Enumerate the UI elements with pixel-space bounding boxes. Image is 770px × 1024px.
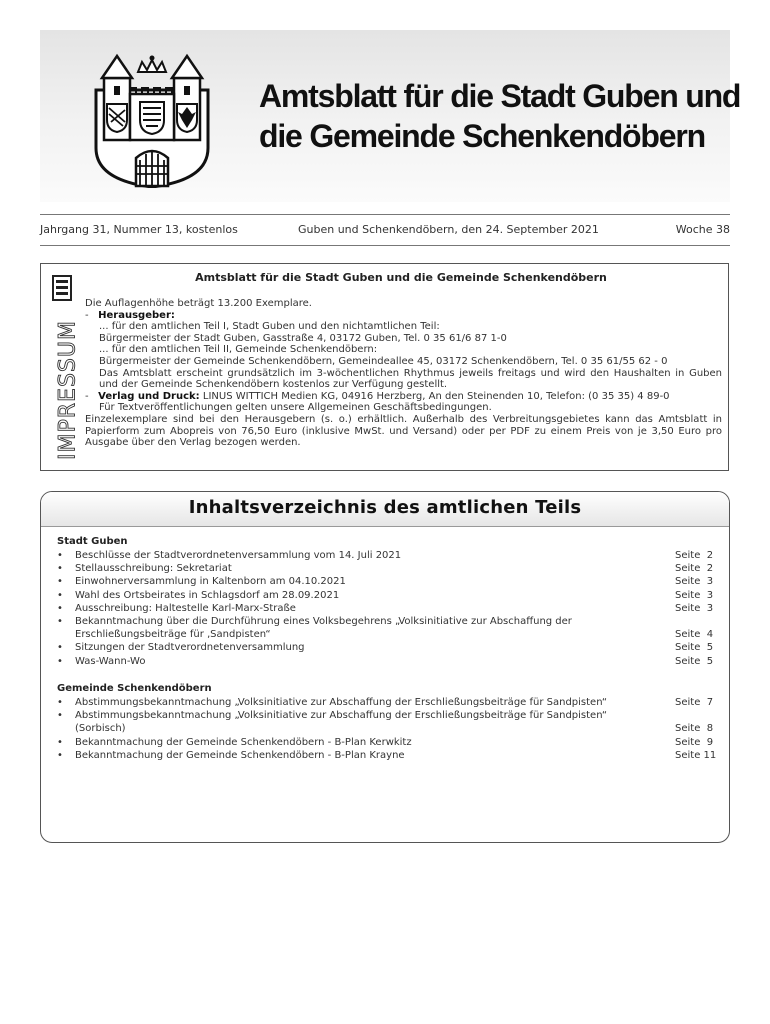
toc-header <box>41 492 729 527</box>
bullet-icon: • <box>57 563 63 575</box>
toc-entry-title: Sitzungen der Stadtverordnetenversammlung <box>75 642 305 654</box>
toc-entry-title: Bekanntmachung der Gemeinde Schenkendöbern - B-Plan Kerwkitz <box>75 736 412 748</box>
coat-of-arms-icon <box>90 48 214 188</box>
toc-entry-page: Seite 3 <box>675 576 714 588</box>
table-of-contents <box>40 491 730 843</box>
publisher-logo-icon <box>52 275 72 301</box>
bullet-icon: • <box>57 642 63 654</box>
part2-intro: ... für den amtlichen Teil II, Gemeinde Schenkendöbern: <box>99 344 378 356</box>
issue-week: Woche 38 <box>675 223 730 236</box>
bullet-icon: • <box>57 710 63 722</box>
toc-entry-page: Seite 5 <box>675 642 714 654</box>
toc-entry-page: Seite 7 <box>675 697 714 708</box>
toc-entry-page: Seite 3 <box>675 589 714 601</box>
toc-entry-page: Seite 5 <box>675 655 714 667</box>
impressum-body <box>85 298 722 449</box>
bullet-icon: • <box>57 697 63 708</box>
section-entries-schenkendoebern <box>57 696 717 762</box>
bullet-icon: • <box>57 749 63 761</box>
impressum-vertical-text: IMPRESSUM <box>55 320 81 460</box>
toc-entry-title: Stellausschreibung: Sekretariat <box>75 563 232 575</box>
issue-number: Jahrgang 31, Nummer 13, kostenlos <box>40 223 238 236</box>
toc-entry-page: Seite 2 <box>675 550 714 561</box>
title-line-2: die Gemeinde Schenkendöbern <box>259 118 705 154</box>
bullet-icon: • <box>57 550 63 561</box>
divider <box>40 214 730 215</box>
single-copies-text: Einzelexemplare sind bei den Herausgebern (s. o.) erhältlich. Außerhalb des Verbreitungsgebietes kann das Amtsblatt in Papierform zum Abopreis von 76,50 Euro (inklusive MwSt. und Versand) oder per PDF zu einem Preis von je 3,50 Euro pro Ausgabe über den Verlag bezogen werden. <box>85 413 722 449</box>
toc-entry <box>57 602 717 615</box>
toc-entry <box>57 549 717 562</box>
toc-entry-page: Seite 9 <box>675 736 714 748</box>
toc-entry <box>57 655 717 668</box>
part1-detail: Bürgermeister der Stadt Guben, Gasstraße 4, 03172 Guben, Tel. 0 35 61/6 87 1-0 <box>99 332 507 344</box>
impressum-box <box>40 263 729 471</box>
toc-entry <box>57 749 717 762</box>
toc-entry <box>57 709 717 735</box>
toc-entry-page: Seite 2 <box>675 563 714 575</box>
issue-dateline <box>40 221 730 239</box>
print-detail: LINUS WITTICH Medien KG, 04916 Herzberg, An den Steinenden 10, Telefon: (0 35 35) 4 89-0 <box>202 390 670 402</box>
toc-entry <box>57 575 717 588</box>
toc-entry-page: Seite 3 <box>675 602 714 614</box>
page-title <box>259 76 741 156</box>
toc-entry <box>57 589 717 602</box>
print-line: - Verlag und Druck: LINUS WITTICH Medien KG, 04916 Herzberg, An den Steinenden 10, Telefon: (0 35 35) 4 89-0 <box>85 390 670 402</box>
section-title-stadt-guben: Stadt Guben <box>57 536 128 547</box>
part1-intro: ... für den amtlichen Teil I, Stadt Guben und den nichtamtlichen Teil: <box>99 321 440 333</box>
toc-entry <box>57 696 717 709</box>
issue-date: Guben und Schenkendöbern, den 24. September 2021 <box>298 223 599 236</box>
toc-entry <box>57 615 717 641</box>
section-entries-stadt-guben <box>57 549 717 668</box>
circulation-text: Die Auflagenhöhe beträgt 13.200 Exemplare. <box>85 298 312 309</box>
section-title-schenkendoebern: Gemeinde Schenkendöbern <box>57 683 212 694</box>
title-line-1: Amtsblatt für die Stadt Guben und <box>259 78 741 114</box>
toc-entry-title: Bekanntmachung über die Durchführung eines Volksbegehrens „Volksinitiative zur Abschaffung der Erschließungsbeiträge für ‚Sandpisten“ <box>75 616 572 641</box>
impressum-vertical-label <box>54 314 82 466</box>
toc-entry <box>57 562 717 575</box>
bullet-icon: • <box>57 576 63 588</box>
toc-entry-page: Seite 11 <box>675 749 717 761</box>
toc-entry-page: Seite 4 <box>675 629 714 641</box>
publisher-label: Herausgeber: <box>98 309 175 321</box>
divider <box>40 245 730 246</box>
print-label: Verlag und Druck: <box>98 390 200 402</box>
toc-entry-title: Beschlüsse der Stadtverordnetenversammlung vom 14. Juli 2021 <box>75 550 402 561</box>
publisher-line: - Herausgeber: <box>85 309 175 321</box>
bullet-icon: • <box>57 655 63 667</box>
toc-entry <box>57 641 717 654</box>
bullet-icon: • <box>57 589 63 601</box>
bullet-icon: • <box>57 736 63 748</box>
bullet-icon: • <box>57 602 63 614</box>
terms-text: Für Textveröffentlichungen gelten unsere Allgemeinen Geschäftsbedingungen. <box>99 402 492 414</box>
part2-detail: Bürgermeister der Gemeinde Schenkendöbern, Gemeindeallee 45, 03172 Schenkendöbern, Tel. 0 35 61/55 62 - 0 <box>99 355 668 367</box>
toc-entry-title: Was-Wann-Wo <box>75 655 146 667</box>
impressum-heading: Amtsblatt für die Stadt Guben und die Gemeinde Schenkendöbern <box>195 271 607 284</box>
rhythm-text: Das Amtsblatt erscheint grundsätzlich im 3-wöchentlichen Rhythmus jeweils freitags und wird den Haushalten in Guben und der Gemeinde Schenkendöbern kostenlos zur Verfügung gestellt. <box>99 367 722 391</box>
toc-title: Inhaltsverzeichnis des amtlichen Teils <box>188 497 582 518</box>
toc-entry-title: Bekanntmachung der Gemeinde Schenkendöbern - B-Plan Krayne <box>75 749 405 761</box>
toc-entry-title: Einwohnerversammlung in Kaltenborn am 04.10.2021 <box>75 576 346 588</box>
toc-entry <box>57 736 717 749</box>
toc-entry-title: Abstimmungsbekanntmachung „Volksinitiative zur Abschaffung der Erschließungsbeiträge für Sandpisten“ (Sorbisch) <box>75 710 608 735</box>
toc-entry-page: Seite 8 <box>675 723 714 735</box>
bullet-icon: • <box>57 616 63 628</box>
toc-entry-title: Wahl des Ortsbeirates in Schlagsdorf am 28.09.2021 <box>75 589 340 601</box>
toc-entry-title: Ausschreibung: Haltestelle Karl-Marx-Straße <box>75 602 296 614</box>
toc-entry-title: Abstimmungsbekanntmachung „Volksinitiative zur Abschaffung der Erschließungsbeiträge für Sandpisten“ <box>75 697 608 708</box>
